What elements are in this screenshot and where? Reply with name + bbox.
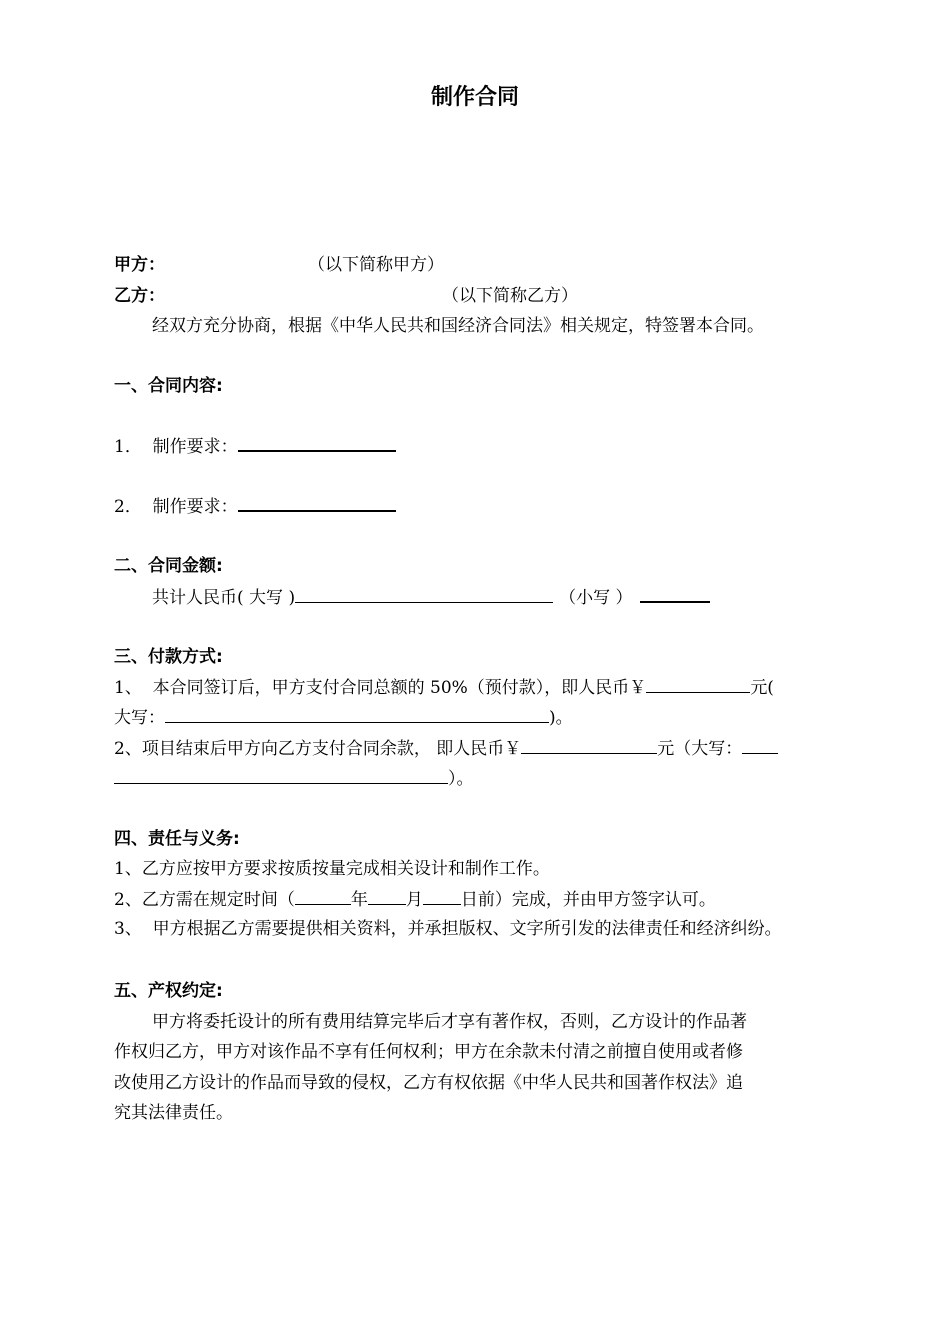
section1-heading: 一、合同内容:: [114, 376, 223, 396]
section1-item2-label: 2． 制作要求：: [114, 497, 238, 517]
section5-para-line2: 作权归乙方，甲方对该作品不享有任何权利；甲方在余款未付清之前擅自使用或者修: [114, 1042, 743, 1062]
party-b-note: （以下简称乙方）: [442, 286, 578, 306]
section3-heading: 三、付款方式:: [114, 647, 223, 667]
blank-field: [114, 767, 448, 784]
payment1-capital-label: 大写：: [114, 708, 165, 728]
payment2-text: 2、项目结束后甲方向乙方支付合同余款， 即人民币￥: [114, 739, 522, 759]
section1-item2: [114, 494, 396, 518]
section2-amount: [152, 585, 710, 609]
section4-heading: 四、责任与义务:: [114, 829, 240, 849]
section3-line2: [114, 706, 573, 729]
amount-small: （小写 ）: [559, 588, 633, 608]
blank-field: [295, 586, 553, 603]
deadline-year: 年: [350, 890, 368, 910]
section4-item3: 3、 甲方根据乙方需要提供相关资料，并承担版权、文字所引发的法律责任和经济纠纷。: [114, 919, 782, 939]
deadline-day: 日前）完成，并由甲方签字认可。: [460, 890, 716, 910]
section5-para-line3: 改使用乙方设计的作品而导致的侵权，乙方有权依据《中华人民共和国著作权法》追: [114, 1073, 743, 1093]
party-a-note: （以下简称甲方）: [308, 255, 444, 275]
deadline-month: 月: [405, 890, 423, 910]
section3-line3: [114, 737, 778, 760]
intro-text: 经双方充分协商，根据《中华人民共和国经济合同法》相关规定，特签署本合同。: [152, 316, 764, 336]
blank-field: [521, 737, 657, 754]
blank-field: [238, 494, 396, 512]
section5-para-line1: 甲方将委托设计的所有费用结算完毕后才享有著作权，否则，乙方设计的作品著: [152, 1012, 747, 1032]
section5-heading: 五、产权约定:: [114, 981, 223, 1001]
payment1-unit: 元(: [750, 678, 774, 698]
blank-field: [742, 737, 778, 754]
section4-item1: 1、乙方应按甲方要求按质按量完成相关设计和制作工作。: [114, 859, 550, 879]
blank-field: [295, 888, 351, 905]
payment1-text: 1、 本合同签订后，甲方支付合同总额的 50%（预付款），即人民币￥: [114, 678, 647, 698]
section1-item1: [114, 434, 396, 458]
blank-field: [423, 888, 461, 905]
section3-line1: [114, 676, 774, 699]
section3-line4: [114, 767, 474, 790]
blank-field: [238, 434, 396, 452]
amount-prefix: 共计人民币( 大写 ): [152, 588, 296, 608]
section4-item2: [114, 888, 716, 911]
page-title: 制作合同: [430, 85, 519, 110]
section1-item1-label: 1． 制作要求：: [114, 437, 238, 457]
section5-para-line4: 究其法律责任。: [114, 1103, 233, 1123]
blank-field: [640, 585, 710, 603]
payment1-close: )。: [549, 708, 573, 728]
blank-field: [646, 676, 750, 693]
party-b-label: 乙方：: [114, 286, 165, 306]
payment2-close: ）。: [448, 769, 474, 789]
blank-field: [368, 888, 406, 905]
payment2-unit: 元（大写：: [657, 739, 743, 759]
party-a-label: 甲方：: [114, 255, 165, 275]
deadline-text: 2、乙方需在规定时间（: [114, 890, 295, 910]
section2-heading: 二、合同金额:: [114, 556, 223, 576]
blank-field: [165, 706, 549, 723]
